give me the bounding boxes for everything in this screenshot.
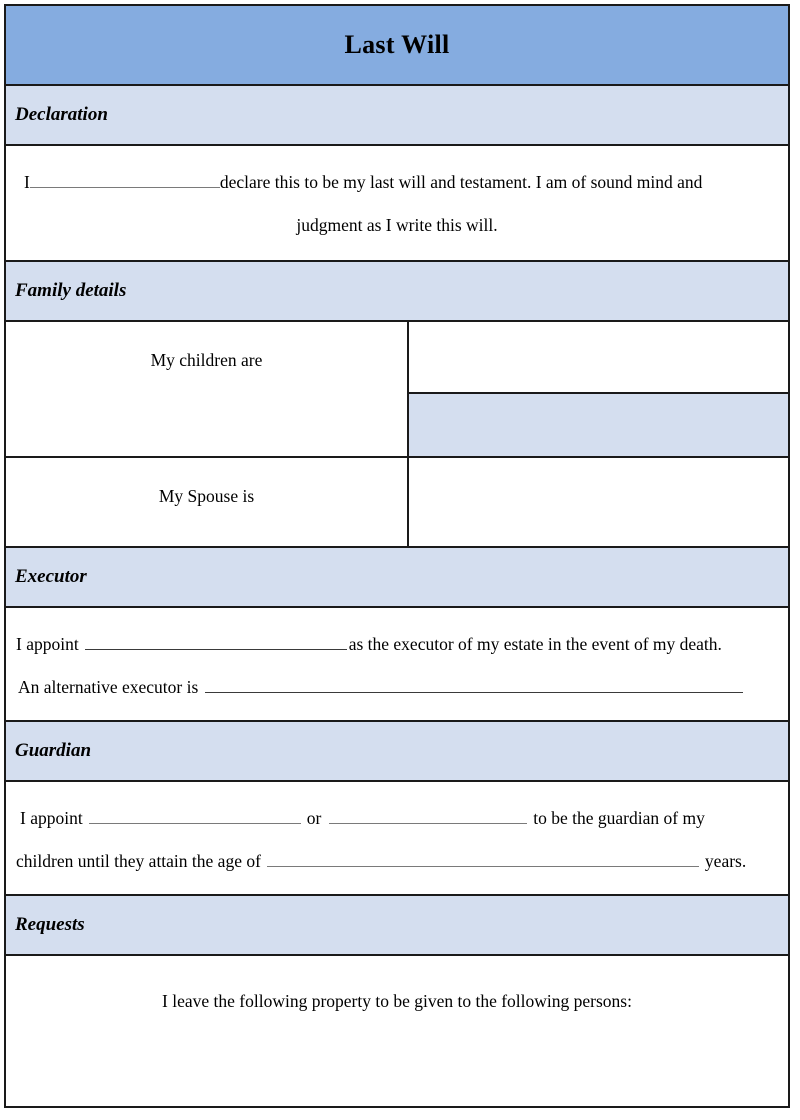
requests-section-header-row <box>5 895 789 955</box>
guardian-age-label: children until they attain the age of <box>16 851 261 871</box>
declaration-section-bar <box>5 85 789 145</box>
title-bar <box>5 5 789 85</box>
table-row <box>6 457 788 546</box>
guardian-text-after-blank: to be the guardian of my <box>533 808 705 828</box>
requests-content-row <box>5 955 789 1107</box>
executor-name-blank[interactable] <box>85 634 347 650</box>
children-answer-field-2[interactable] <box>408 393 788 457</box>
requests-section-bar <box>5 895 789 955</box>
executor-section-header-row <box>5 547 789 607</box>
declaration-line-2-text: judgment as I write this will. <box>296 215 498 235</box>
section-label-family-details: Family details <box>15 280 127 301</box>
guardian-text-before-blank: I appoint <box>20 808 83 828</box>
section-label-guardian: Guardian <box>15 740 92 761</box>
section-label-requests: Requests <box>15 914 85 935</box>
children-label-cell <box>6 322 408 457</box>
requests-content[interactable] <box>5 955 789 1107</box>
declaration-content-row <box>5 145 789 261</box>
alternative-executor-blank[interactable] <box>205 677 743 693</box>
guardian-line-1 <box>6 782 788 829</box>
children-label: My children are <box>150 350 263 370</box>
executor-section-bar <box>5 547 789 607</box>
spouse-label-cell <box>6 457 408 546</box>
executor-content <box>5 607 789 721</box>
declarant-name-blank[interactable] <box>30 172 220 188</box>
family-details-content <box>5 321 789 547</box>
declaration-text-after-blank: declare this to be my last will and testament. I am of sound mind and <box>219 172 703 192</box>
guardian-content <box>5 781 789 895</box>
declaration-line-2 <box>6 193 788 260</box>
guardian-age-blank[interactable] <box>267 851 699 867</box>
family-details-section-header-row <box>5 261 789 321</box>
declaration-line-1 <box>6 146 788 193</box>
executor-line-1 <box>6 608 788 655</box>
family-details-content-row <box>5 321 789 547</box>
declaration-content <box>5 145 789 261</box>
executor-line-2 <box>6 655 788 720</box>
guardian-section-bar <box>5 721 789 781</box>
guardian-text-middle: or <box>306 808 322 828</box>
section-label-declaration: Declaration <box>15 104 108 125</box>
guardian-primary-blank[interactable] <box>89 808 301 824</box>
page-title: Last Will <box>344 30 450 59</box>
executor-text-after-blank: as the executor of my estate in the event of my death. <box>348 634 722 654</box>
guardian-content-row <box>5 781 789 895</box>
guardian-section-header-row <box>5 721 789 781</box>
title-row <box>5 5 789 85</box>
guardian-line-2 <box>6 829 788 894</box>
spouse-answer-field[interactable] <box>408 457 788 546</box>
guardian-alternate-blank[interactable] <box>329 808 527 824</box>
requests-instruction-text: I leave the following property to be given to the following persons: <box>162 991 632 1011</box>
section-label-executor: Executor <box>15 566 87 587</box>
family-details-section-bar <box>5 261 789 321</box>
spouse-label: My Spouse is <box>158 486 255 506</box>
guardian-age-unit: years. <box>704 851 747 871</box>
table-row <box>6 322 788 393</box>
declaration-section-header-row <box>5 85 789 145</box>
children-answer-field-1[interactable] <box>408 322 788 393</box>
family-details-table <box>6 322 788 546</box>
requests-line-1 <box>7 957 787 1012</box>
alternative-executor-label: An alternative executor is <box>18 677 199 697</box>
declaration-text-before-blank: I <box>24 172 30 192</box>
executor-content-row <box>5 607 789 721</box>
executor-text-before-blank: I appoint <box>16 634 79 654</box>
last-will-form <box>4 4 790 1108</box>
